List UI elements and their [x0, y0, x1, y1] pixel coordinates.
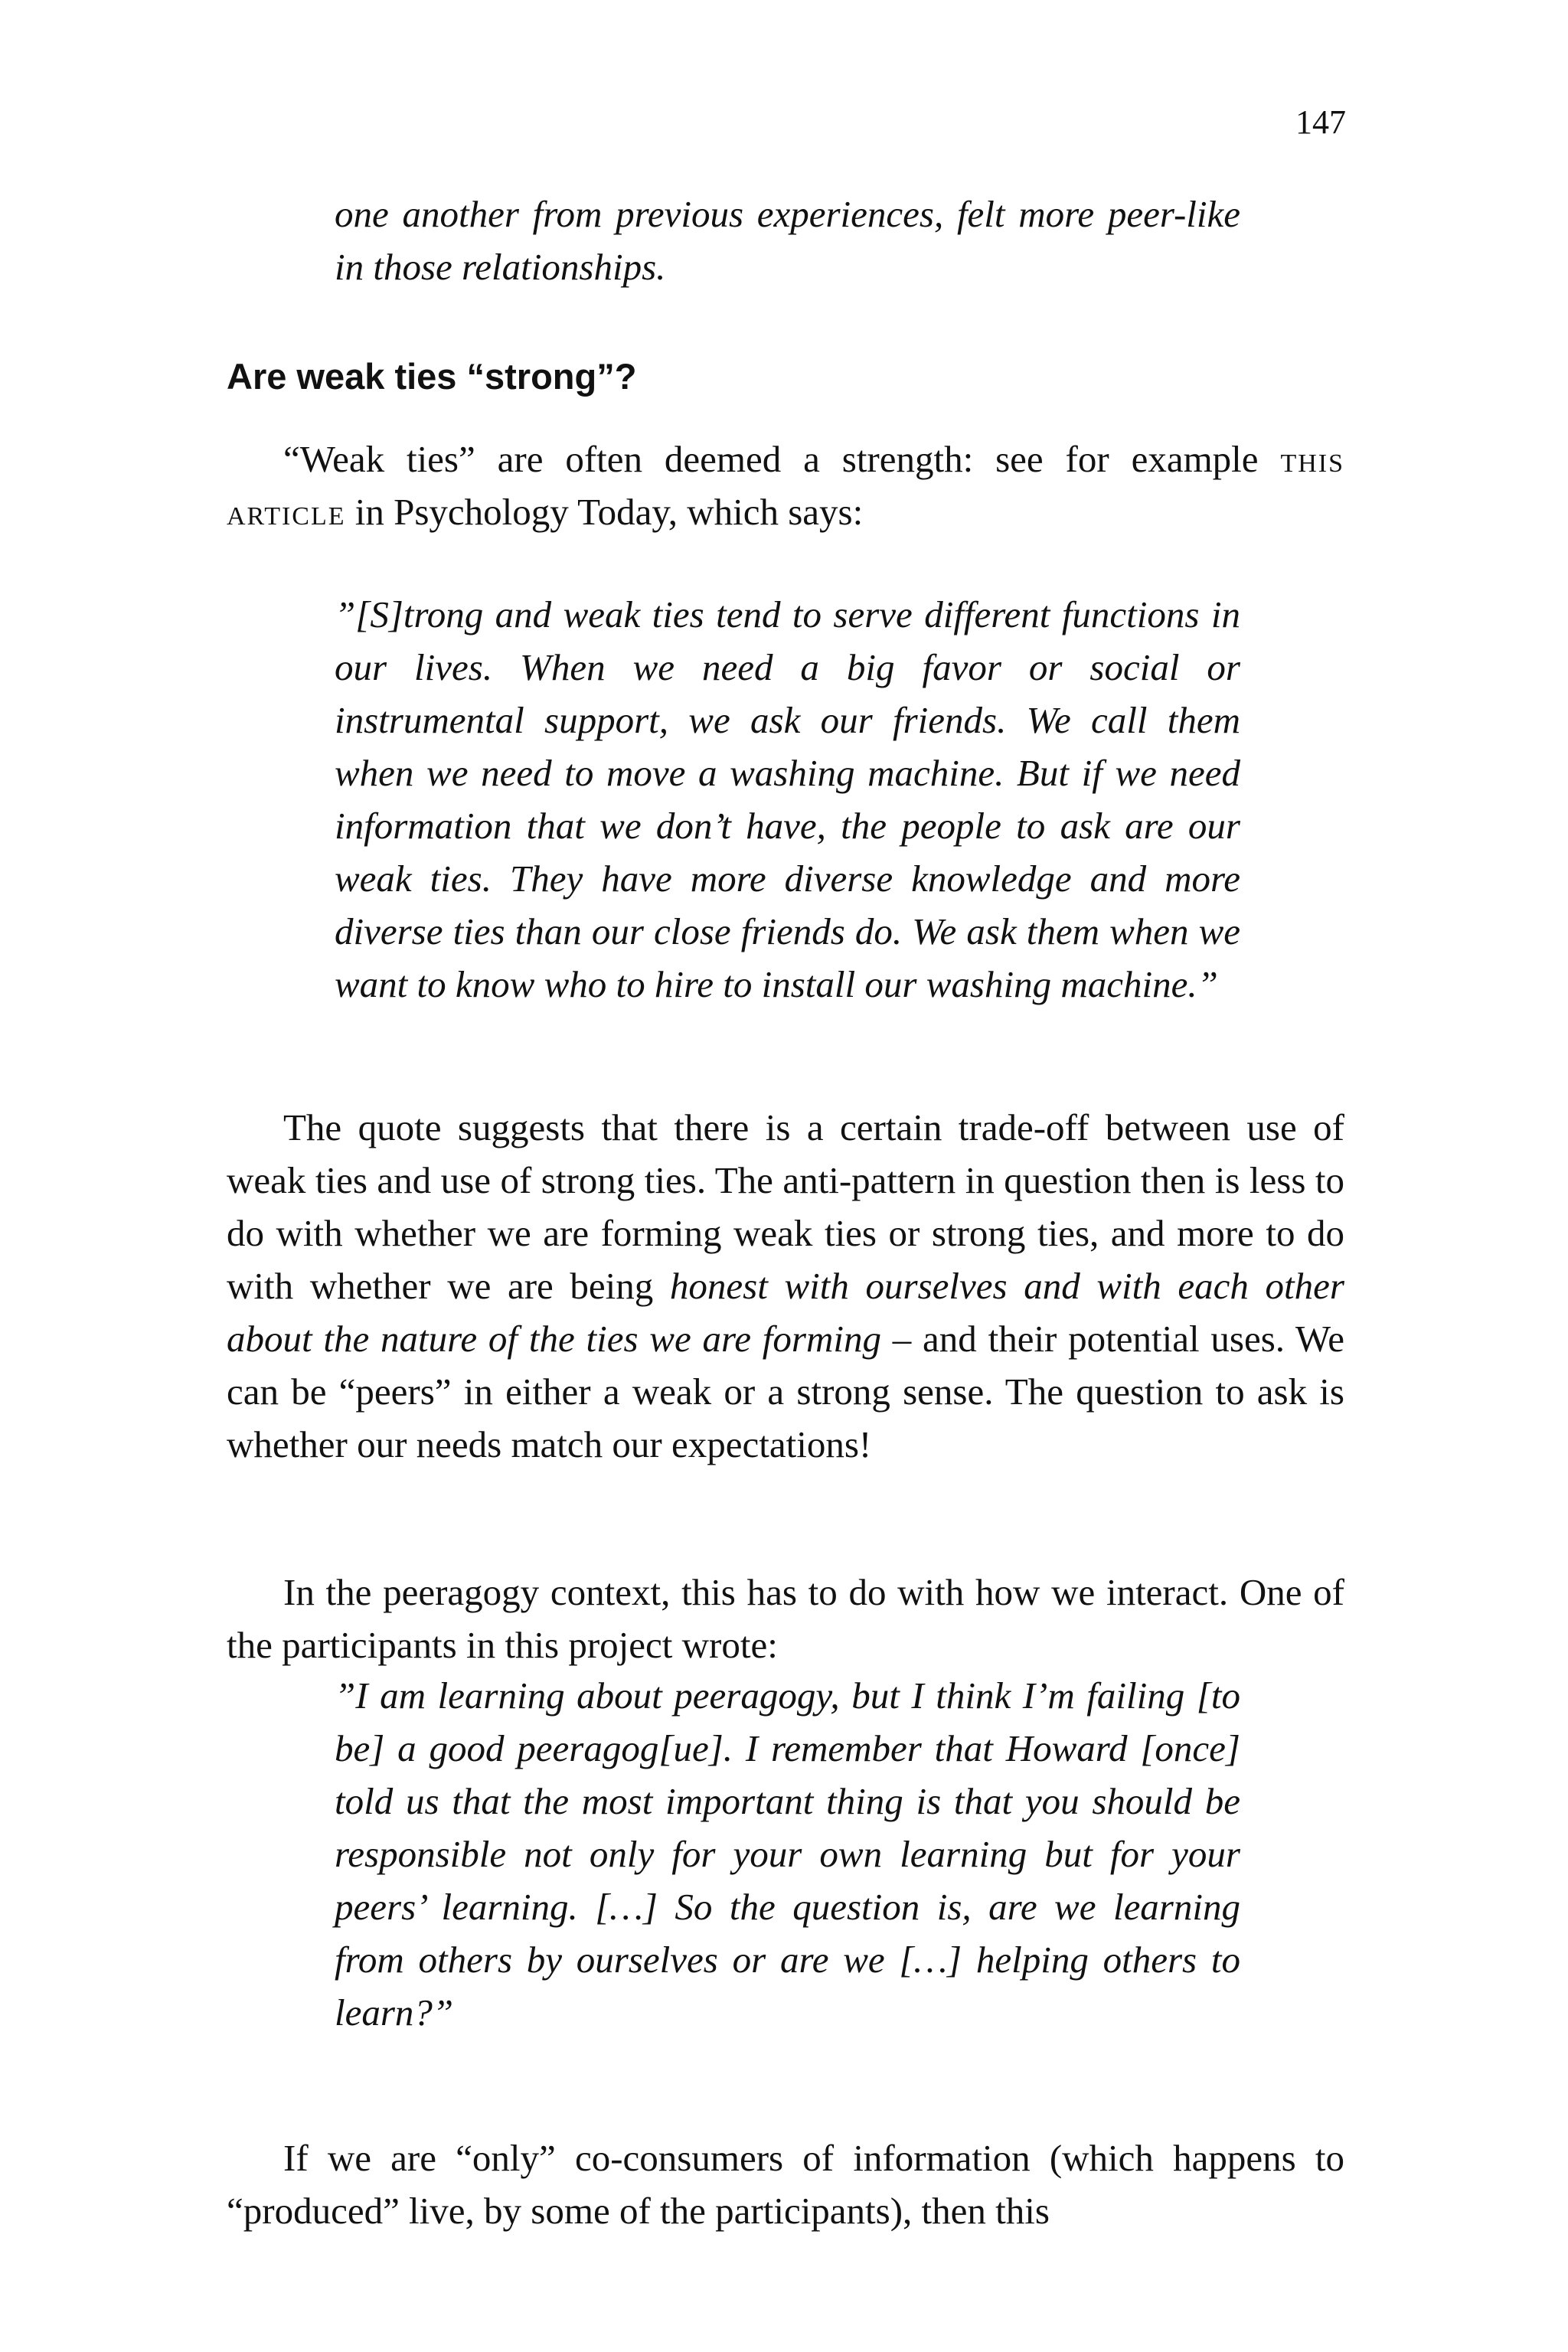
paragraph-co-consumers: If we are “only” co-consumers of information (which happens to “produced” live, by some of the participants), then this: [227, 2137, 1344, 2232]
paragraph-text-before-link: “Weak ties” are often deemed a strength: see for example: [283, 438, 1281, 480]
paragraph-trade-off-part2: – and their potential uses. We can be “peers” in either a weak or a strong sense. The question to ask is whether our needs match our expectations!: [227, 1318, 1344, 1465]
quote-continuation: one another from previous experiences, felt more peer-like in those relationships.: [335, 193, 1240, 288]
paragraph-peeragogy-context: In the peeragogy context, this has to do with how we interact. One of the participants in this project wrote:: [227, 1571, 1344, 1666]
block-quote-weak-ties: ”[S]trong and weak ties tend to serve different functions in our lives. When we need a big favor or social or instrumental support, we ask our friends. We call them when we need to move a washing machine. But if we need information that we don’t have, the people to ask are our weak ties. They have more diverse knowledge and more diverse ties than our close friends do. We ask them when we want to know who to hire to install our washing machine.”: [335, 593, 1240, 1005]
paragraph-weak-ties-intro: [227, 433, 1344, 538]
paragraph-trade-off-emphasis: honest with ourselves and with each other about the nature of the ties we are forming: [227, 1265, 1344, 1360]
paragraph-trade-off-part1: The quote suggests that there is a certain trade-off between use of weak ties and use of strong ties. The anti-pattern in question then is less to do with whether we are forming weak ties or strong ties, and more to do with whether we are being: [227, 1106, 1344, 1307]
page-number: 147: [1295, 103, 1346, 141]
psychology-today-article-link[interactable]: this article: [227, 438, 1344, 533]
paragraph-text-after-link: in Psychology Today, which says:: [345, 491, 864, 533]
section-heading: Are weak ties “strong”?: [227, 356, 637, 397]
block-quote-participant: ”I am learning about peeragogy, but I think I’m failing [to be] a good peeragog[ue]. I remember that Howard [once] told us that the most important thing is that you should be responsible not only for your own learning but for your peers’ learning. […] So the question is, are we learning from others by ourselves or are we […] helping others to learn?”: [335, 1674, 1240, 2034]
paragraph-trade-off: [227, 1101, 1344, 1471]
